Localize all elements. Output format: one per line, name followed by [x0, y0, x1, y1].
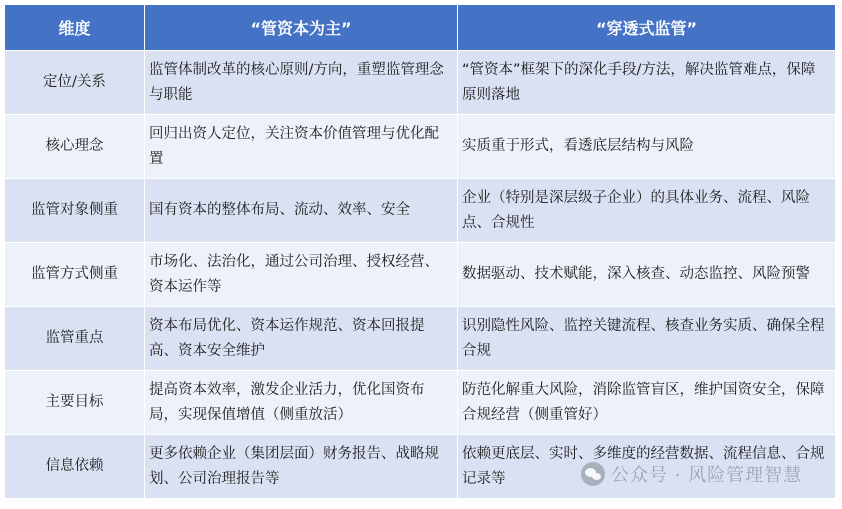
- header-capital-management: “管资本为主”: [145, 5, 458, 51]
- header-dimension: 维度: [5, 5, 145, 51]
- row-penetrating-supervision-cell: 实质重于形式，看透底层结构与风险: [458, 115, 836, 179]
- table-row: [5, 243, 836, 307]
- row-dimension: 定位/关系: [5, 51, 145, 115]
- watermark-text: 公众号 · 风险管理智慧: [611, 465, 803, 486]
- row-penetrating-supervision-cell: 防范化解重大风险，消除监管盲区，维护国资安全，保障合规经营（侧重管好）: [458, 371, 836, 435]
- header-penetrating-supervision: “穿透式监管”: [458, 5, 836, 51]
- row-dimension: 主要目标: [5, 371, 145, 435]
- row-dimension: 信息依赖: [5, 435, 145, 499]
- row-capital-management-cell: 更多依赖企业（集团层面）财务报告、战略规划、公司治理报告等: [145, 435, 458, 499]
- row-capital-management-cell: 监管体制改革的核心原则/方向，重塑监管理念与职能: [145, 51, 458, 115]
- row-capital-management-cell: 回归出资人定位，关注资本价值管理与优化配置: [145, 115, 458, 179]
- row-capital-management-cell: 资本布局优化、资本运作规范、资本回报提高、资本安全维护: [145, 307, 458, 371]
- row-dimension: 监管重点: [5, 307, 145, 371]
- row-penetrating-supervision-cell: “管资本”框架下的深化手段/方法，解决监管难点，保障原则落地: [458, 51, 836, 115]
- row-penetrating-supervision-cell: 企业（特别是深层级子企业）的具体业务、流程、风险点、合规性: [458, 179, 836, 243]
- row-penetrating-supervision-cell: 依赖更底层、实时、多维度的经营数据、流程信息、合规记录等: [458, 435, 836, 499]
- row-dimension: 监管方式侧重: [5, 243, 145, 307]
- table-row: [5, 435, 836, 499]
- table-row: [5, 307, 836, 371]
- row-dimension: 监管对象侧重: [5, 179, 145, 243]
- table-row: [5, 51, 836, 115]
- table-row: [5, 371, 836, 435]
- row-penetrating-supervision-cell: 识别隐性风险、监控关键流程、核查业务实质、确保全程合规: [458, 307, 836, 371]
- table-row: [5, 115, 836, 179]
- comparison-table: [4, 4, 836, 499]
- row-capital-management-cell: 国有资本的整体布局、流动、效率、安全: [145, 179, 458, 243]
- row-capital-management-cell: 市场化、法治化，通过公司治理、授权经营、资本运作等: [145, 243, 458, 307]
- table-row: [5, 179, 836, 243]
- row-dimension: 核心理念: [5, 115, 145, 179]
- row-penetrating-supervision-cell: 数据驱动、技术赋能，深入核查、动态监控、风险预警: [458, 243, 836, 307]
- row-capital-management-cell: 提高资本效率，激发企业活力，优化国资布局，实现保值增值（侧重放活）: [145, 371, 458, 435]
- table-header-row: [5, 5, 836, 51]
